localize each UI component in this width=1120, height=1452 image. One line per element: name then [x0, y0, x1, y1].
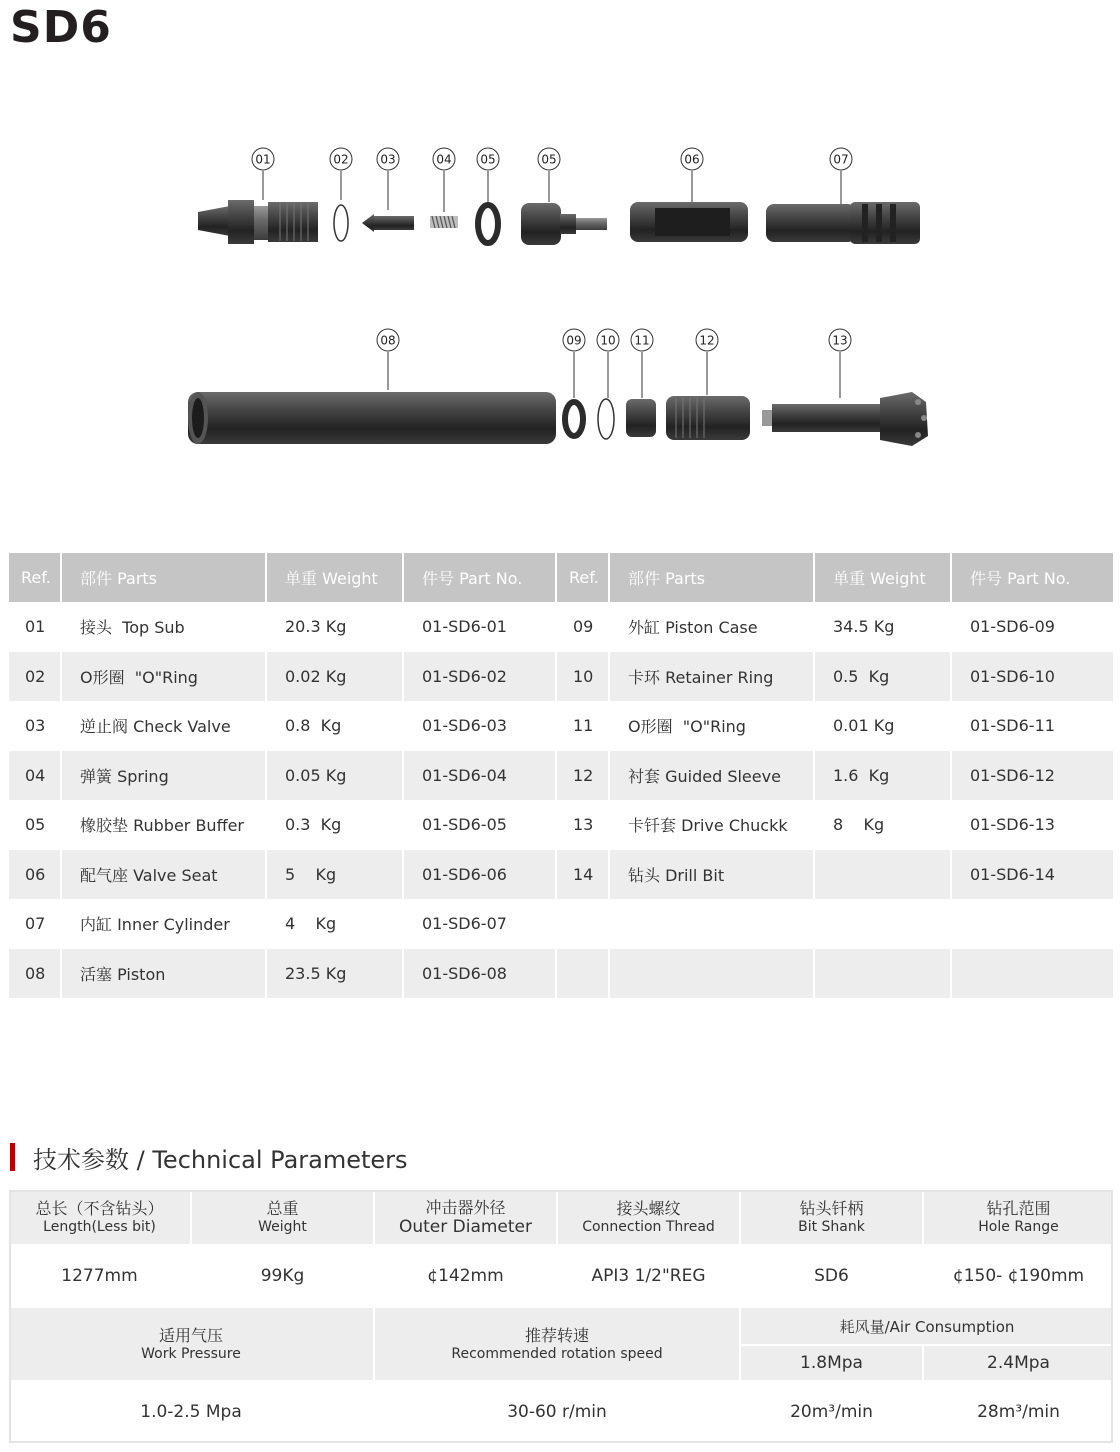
- callout-05a: [477, 148, 499, 204]
- callout-08: [377, 329, 399, 390]
- cell-weight: 0.3 Kg: [267, 800, 404, 850]
- cell-weight: 0.02 Kg: [267, 652, 404, 702]
- cell-part-no: 01-SD6-04: [404, 751, 557, 801]
- header-length: [9, 1190, 192, 1246]
- callout-13: [829, 329, 851, 398]
- inner-cylinder-b-part: [766, 202, 920, 244]
- valve-seat-part: [521, 203, 607, 245]
- header-cn: 适用气压: [158, 1325, 223, 1345]
- table-row: [9, 652, 1113, 702]
- value-weight: 99Kg: [192, 1246, 375, 1308]
- cell-ref: [557, 899, 610, 949]
- header-connection-thread: [558, 1190, 741, 1246]
- header-air-consumption: 耗风量/Air Consumption: [741, 1308, 1113, 1346]
- header-cn: 总重: [266, 1198, 299, 1218]
- cell-part-no: 01-SD6-11: [970, 716, 1055, 736]
- top-sub-part: [198, 200, 318, 244]
- rubber-buffer-part: [478, 205, 498, 243]
- header-en: Weight: [258, 1218, 307, 1235]
- callout-05b: [538, 148, 560, 202]
- inner-cylinder-a-part: [630, 202, 748, 242]
- cell-part: 钻头 Drill Bit: [610, 850, 815, 900]
- cell-part-no: 01-SD6-12: [952, 751, 1113, 801]
- guided-sleeve-part: [626, 399, 656, 437]
- tech-value-row-2: [9, 1382, 1113, 1444]
- header-weight: 单重 Weight: [815, 553, 952, 602]
- value-hole-range: ¢150- ¢190mm: [924, 1246, 1113, 1308]
- header-cn: 钻孔范围: [986, 1198, 1051, 1218]
- header-cn: 钻头钎柄: [799, 1198, 864, 1218]
- value-work-pressure: 1.0-2.5 Mpa: [9, 1382, 375, 1444]
- cell-part-no: 01-SD6-07: [404, 899, 557, 949]
- parts-table: [9, 553, 1113, 998]
- cell-part: 橡胶垫 Rubber Buffer: [62, 800, 267, 850]
- header-weight: 单重 Weight: [267, 553, 404, 602]
- callout-12: [696, 329, 718, 395]
- air-pressure-2: 2.4Mpa: [924, 1346, 1113, 1382]
- parts-table-header-row: [9, 553, 1113, 602]
- cell-part-no: 01-SD6-01: [404, 602, 557, 652]
- cell-ref: 01: [9, 602, 62, 652]
- callout-11: [631, 329, 653, 398]
- cell-part-no: [952, 899, 1113, 949]
- cell-weight: 8 Kg: [815, 800, 952, 850]
- cell-ref: 02: [9, 652, 62, 702]
- cell-part: [610, 899, 815, 949]
- value-air-2: 28m³/min: [924, 1382, 1113, 1444]
- header-part-no: 件号 Part No.: [404, 553, 557, 602]
- cell-part: 外缸 Piston Case: [610, 602, 815, 652]
- retainer-ring-part: [565, 402, 583, 436]
- callout-label: 03: [380, 152, 396, 167]
- cell-weight: [815, 949, 952, 999]
- callout-label: 12: [699, 333, 715, 348]
- tech-value-row: [9, 1246, 1113, 1308]
- cell-weight: 34.5 Kg: [815, 602, 952, 652]
- cell-weight: [815, 850, 952, 900]
- callout-label: 04: [436, 152, 452, 167]
- callout-label: 05: [541, 152, 557, 167]
- cell-part-no: 01-SD6-06: [404, 850, 557, 900]
- cell-part: 内缸 Inner Cylinder: [62, 899, 267, 949]
- cell-part-no: 01-SD6-03: [404, 701, 557, 751]
- tech-params-heading: [10, 1142, 408, 1172]
- callout-06: [681, 148, 703, 204]
- cell-part: 弹簧 Spring: [62, 751, 267, 801]
- cell-ref: 08: [9, 949, 62, 999]
- header-ref: Ref.: [9, 553, 62, 602]
- callout-label: 09: [566, 333, 582, 348]
- header-work-pressure: [9, 1308, 375, 1382]
- header-en: Outer Diameter: [398, 1216, 533, 1237]
- cell-part-no: 01-SD6-14: [952, 850, 1113, 900]
- cell-part-no: 01-SD6-05: [404, 800, 557, 850]
- tech-params-table: [9, 1190, 1113, 1444]
- table-row: [9, 701, 1113, 751]
- header-part-no: 件号 Part No.: [952, 553, 1113, 602]
- cell-weight: 23.5 Kg: [267, 949, 404, 999]
- header-bit-shank: [741, 1190, 924, 1246]
- tech-params-title: 技术参数 / Technical Parameters: [33, 1145, 408, 1174]
- callout-04: [433, 148, 455, 212]
- drive-chuck-part: [666, 396, 750, 440]
- cell-ref: 11: [557, 701, 610, 751]
- table-row: [9, 751, 1113, 801]
- cell-ref: 07: [9, 899, 62, 949]
- cell-ref: 12: [557, 751, 610, 801]
- cell-ref: 06: [9, 850, 62, 900]
- cell-ref: 04: [9, 751, 62, 801]
- drill-bit-part: [762, 392, 928, 446]
- value-outer-diameter: ¢142mm: [375, 1246, 558, 1308]
- header-en: Connection Thread: [582, 1218, 715, 1235]
- cell-weight: 20.3 Kg: [267, 602, 404, 652]
- cell-ref: 14: [557, 850, 610, 900]
- tech-header-row: [9, 1190, 1113, 1246]
- cell-ref: [557, 949, 610, 999]
- o-ring-small-part: [598, 399, 614, 439]
- header-parts: 部件 Parts: [610, 553, 815, 602]
- cell-ref: 05: [9, 800, 62, 850]
- cell-weight: 0.5 Kg: [815, 652, 952, 702]
- check-valve-part: [362, 214, 414, 232]
- callout-label: 05: [480, 152, 496, 167]
- table-row: [9, 850, 1113, 900]
- cell-ref: 13: [557, 800, 610, 850]
- header-ref: Ref.: [557, 553, 610, 602]
- callout-07: [830, 148, 852, 204]
- cell-ref: 10: [557, 652, 610, 702]
- callout-10: [597, 329, 619, 398]
- page-title: SD6: [10, 2, 112, 53]
- header-cn: 总长（不含钻头）: [35, 1198, 164, 1218]
- callout-03: [377, 148, 399, 210]
- callout-label: 13: [832, 333, 848, 348]
- cell-part-no: 01-SD6-08: [404, 949, 557, 999]
- cell-weight: 1.6 Kg: [815, 751, 952, 801]
- cell-part-no: 01-SD6-10: [952, 652, 1113, 702]
- cell-ref: 03: [9, 701, 62, 751]
- cell-part-no: [952, 949, 1113, 999]
- cell-weight: 0.05 Kg: [267, 751, 404, 801]
- cell-weight: 0.8 Kg: [267, 701, 404, 751]
- cell-part: O形圈 "O"Ring: [610, 701, 815, 751]
- callout-label: 10: [600, 333, 616, 348]
- value-length: 1277mm: [9, 1246, 192, 1308]
- callout-label: 07: [833, 152, 849, 167]
- cell-part: [610, 949, 815, 999]
- header-weight: [192, 1190, 375, 1246]
- cell-part-no: 01-SD6-13: [970, 815, 1055, 835]
- cell-part-no: 01-SD6-09: [970, 617, 1055, 637]
- callout-label: 11: [634, 333, 650, 348]
- table-row: [9, 949, 1113, 999]
- cell-part: 活塞 Piston: [62, 949, 267, 999]
- value-bit-shank: SD6: [741, 1246, 924, 1308]
- callout-02: [330, 148, 352, 200]
- cell-weight: [815, 899, 952, 949]
- table-row: [9, 899, 1113, 949]
- header-cn: 冲击器外径: [425, 1197, 506, 1217]
- callout-label: 08: [380, 333, 396, 348]
- o-ring-part: [334, 205, 348, 241]
- header-en: Work Pressure: [141, 1345, 241, 1362]
- callout-01: [252, 148, 274, 200]
- cell-part: 卡环 Retainer Ring: [610, 652, 815, 702]
- piston-case-part: [188, 392, 556, 444]
- header-cn: 接头螺纹: [616, 1198, 681, 1218]
- header-en: Length(Less bit): [43, 1218, 156, 1235]
- value-rotation-speed: 30-60 r/min: [375, 1382, 741, 1444]
- heading-accent-bar: [10, 1143, 15, 1171]
- cell-ref: 09: [557, 602, 610, 652]
- cell-part: 卡钎套 Drive Chuckk: [610, 800, 815, 850]
- header-cn: 推荐转速: [524, 1325, 589, 1345]
- callout-09: [563, 329, 585, 398]
- callout-label: 01: [255, 152, 271, 167]
- cell-part: 配气座 Valve Seat: [62, 850, 267, 900]
- cell-part: 接头 Top Sub: [62, 602, 267, 652]
- header-outer-diameter: [375, 1190, 558, 1246]
- cell-weight: 5 Kg: [267, 850, 404, 900]
- spring-part: [430, 216, 458, 228]
- table-row: [9, 602, 1113, 652]
- cell-part: O形圈 "O"Ring: [62, 652, 267, 702]
- header-parts: 部件 Parts: [62, 553, 267, 602]
- value-connection-thread: API3 1/2"REG: [558, 1246, 741, 1308]
- header-en: Hole Range: [978, 1218, 1059, 1235]
- header-en: Recommended rotation speed: [451, 1345, 663, 1362]
- callout-label: 02: [333, 152, 349, 167]
- cell-part: 逆止阀 Check Valve: [62, 701, 267, 751]
- tech-header-row-2: [9, 1308, 1113, 1346]
- exploded-parts-diagram: [0, 140, 1120, 460]
- callout-label: 06: [684, 152, 700, 167]
- cell-part-no: 01-SD6-02: [404, 652, 557, 702]
- header-en: Bit Shank: [798, 1218, 865, 1235]
- cell-weight: 4 Kg: [267, 899, 404, 949]
- cell-part: 衬套 Guided Sleeve: [610, 751, 815, 801]
- cell-weight: 0.01 Kg: [815, 701, 952, 751]
- value-air-1: 20m³/min: [741, 1382, 924, 1444]
- table-row: [9, 800, 1113, 850]
- air-pressure-1: 1.8Mpa: [741, 1346, 924, 1382]
- header-hole-range: [924, 1190, 1113, 1246]
- header-rotation-speed: [375, 1308, 741, 1382]
